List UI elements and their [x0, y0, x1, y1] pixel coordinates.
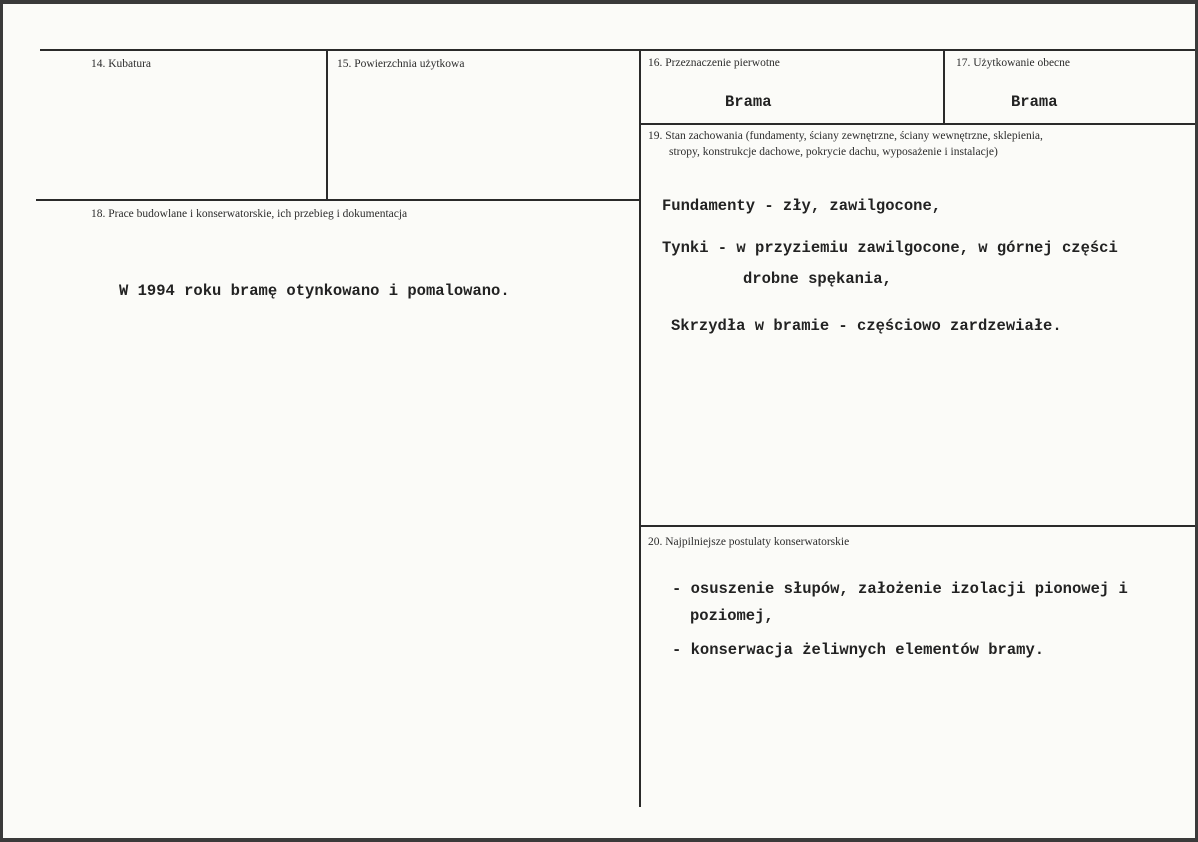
field-19-label-line: 19. Stan zachowania (fundamenty, ściany zewnętrzne, ściany wewnętrzne, sklepienia,	[648, 130, 1043, 142]
field-18-label: 18. Prace budowlane i konserwatorskie, ich przebieg i dokumentacja	[91, 208, 408, 220]
field-19-text-line: Skrzydła w bramie - częściowo zardzewiałe.	[671, 317, 1062, 335]
field-20-label: 20. Najpilniejsze postulaty konserwatorskie	[648, 536, 850, 548]
field-20-text-line: poziomej,	[690, 607, 774, 625]
field-20-text-line: - osuszenie słupów, założenie izolacji pionowej i	[672, 580, 1128, 598]
rule-above-20	[639, 525, 1195, 527]
rule-under-16-17	[639, 123, 1195, 125]
record-card	[3, 4, 1195, 838]
divider-16-17	[943, 49, 945, 123]
field-18-text-line: W 1994 roku bramę otynkowano i pomalowano.	[119, 282, 510, 300]
field-19-label-line: stropy, konstrukcje dachowe, pokrycie dachu, wyposażenie i instalacje)	[669, 146, 998, 158]
field-15-label: 15. Powierzchnia użytkowa	[337, 58, 465, 70]
field-14-label: 14. Kubatura	[91, 58, 152, 70]
field-19-text-line: drobne spękania,	[743, 270, 892, 288]
field-16-value: Brama	[725, 93, 772, 111]
top-rule	[40, 49, 1195, 51]
field-20-text-line: - konserwacja żeliwnych elementów bramy.	[672, 641, 1045, 659]
field-19-text-line: Fundamenty - zły, zawilgocone,	[662, 197, 942, 215]
divider-14-15	[326, 49, 328, 199]
field-17-label: 17. Użytkowanie obecne	[956, 57, 1071, 69]
field-19-text-line: Tynki - w przyziemiu zawilgocone, w górnej części	[662, 239, 1118, 257]
rule-under-14-15	[36, 199, 640, 201]
field-17-value: Brama	[1011, 93, 1058, 111]
center-divider	[639, 49, 641, 807]
field-16-label: 16. Przeznaczenie pierwotne	[648, 57, 780, 69]
